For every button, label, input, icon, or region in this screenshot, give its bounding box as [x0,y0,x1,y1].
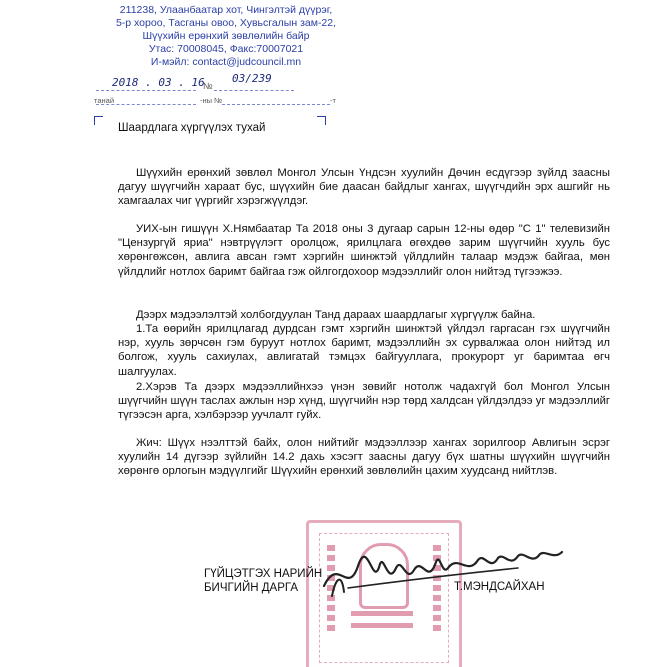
handwritten-signature [318,546,568,606]
body-paragraph-5: 2.Хэрэв Та дээрх мэдээллийнхээ үнэн зөвийг нотолж чадахгүй бол Монгол Улсын шүүгчийн шүүн таслах ажлын нэр хүнд, шүүгчийн нэр төрд халдсан үйлдэлдээ уг мэдээллийг түгээсэн арга, хэлбэрээр уучлалт гуйх. [118,381,610,422]
stamp-bar-2 [351,623,413,628]
body-paragraph-3: Дээрх мэдээлэлтэй холбогдуулан Танд дараах шаардлагыг хүргүүлж байна. [136,309,536,321]
body-paragraph-4: 1.Та өөрийн ярилцлагад дурдсан гэмт хэргийн шинжтэй үйлдэл гаргасан гэх шүүгчийн нэр, хууль зөрчсөн гэм буруут нотлох баримт, мэдээллийн эх сурвалжаа олон нийтэд ил болгож, хууль сахиулах, авлигатай тэмцэх байгууллага, прокурорт уг баримтаа өгч шалгуулах. [118,323,610,378]
body-paragraph-6: Жич: Шүүх нээлттэй байх, олон нийтийг мэдээллээр хангах зорилгоор Авлигын эсрэг хуулийн 14 дүгээр зүйлийн 14.2 дахь хэсэгт заасны дагуу бүх шатны шүүхийн шүүгчийн хөрөнгө орлогын мэдүүлгийг Шүүхийн ерөнхий зөвлөлийн цахим хуудсанд нийтлэв. [118,437,610,478]
letterhead-address-line-3: Шүүхийн ерөнхий зөвлөлийн байр [142,30,310,42]
letter-subject: Шаардлага хүргүүлэх тухай [118,122,266,134]
signatory-title-line-1: ГҮЙЦЭТГЭХ НАРИЙН [204,568,323,580]
body-paragraph-1: Шүүхийн ерөнхий зөвлөл Монгол Улсын Үндсэн хуулийн Дөчин есдүгээр зүйлд заасны дагуу шүүгчийн хараат бус, шүүхийн бие даасан байдлыг хангах, шүүгчдийн эрх ашгийг нь хамгаалах чиг үүргийг хэрэгжүүлдэг. [118,167,610,208]
date-underline [96,90,196,91]
letterhead-address-line-1: 211238, Улаанбаатар хот, Чингэлтэй дүүрэг, [119,4,333,16]
number-underline [214,90,294,91]
letterhead [96,4,356,69]
subject-bracket-left [94,116,103,125]
stamp-bar [351,611,413,616]
tanai-underline [96,104,196,105]
signatory-name: Т.МЭНДСАЙХАН [454,581,545,593]
ny-underline [222,104,330,105]
letter-number: 03/239 [232,72,272,85]
tanai-label: танай [94,96,115,105]
signatory-title [204,567,322,595]
subject-bracket-right [317,116,326,125]
letter-date: 2018 . 03 . 16 [112,76,205,89]
letterhead-email: И-мэйл: contact@judcouncil.mn [150,56,302,68]
letterhead-address-line-2: 5-р хороо, Тасганы овоо, Хувьсгалын зам-22, [115,17,337,29]
signatory-title-line-2: БИЧГИЙН ДАРГА [204,582,298,594]
t-label: -т [330,96,336,105]
body-paragraph-2: УИХ-ын гишүүн Х.Нямбаатар Та 2018 оны 3 дугаар сарын 12-ны өдөр "С 1" телевизийн "Цензургүй яриа" нэвтрүүлэгт оролцож, ярилцлага өгөхдөө зарим шүүгчийн хууль бус хөрөнгөжсөн, авлига авсан гэмт хэргийн шинжтэй үйлдлийн талаар мэдэж байгаа, мөн үйлдлийг нотлох баримт байгаа гэж ойлгогдохоор мэдээллийг олон нийтэд түгээжээ. [118,223,610,278]
ny-label: -ны № [200,96,223,105]
letterhead-phone-fax: Утас: 70008045, Факс:70007021 [148,43,304,55]
number-label: № [203,81,213,91]
